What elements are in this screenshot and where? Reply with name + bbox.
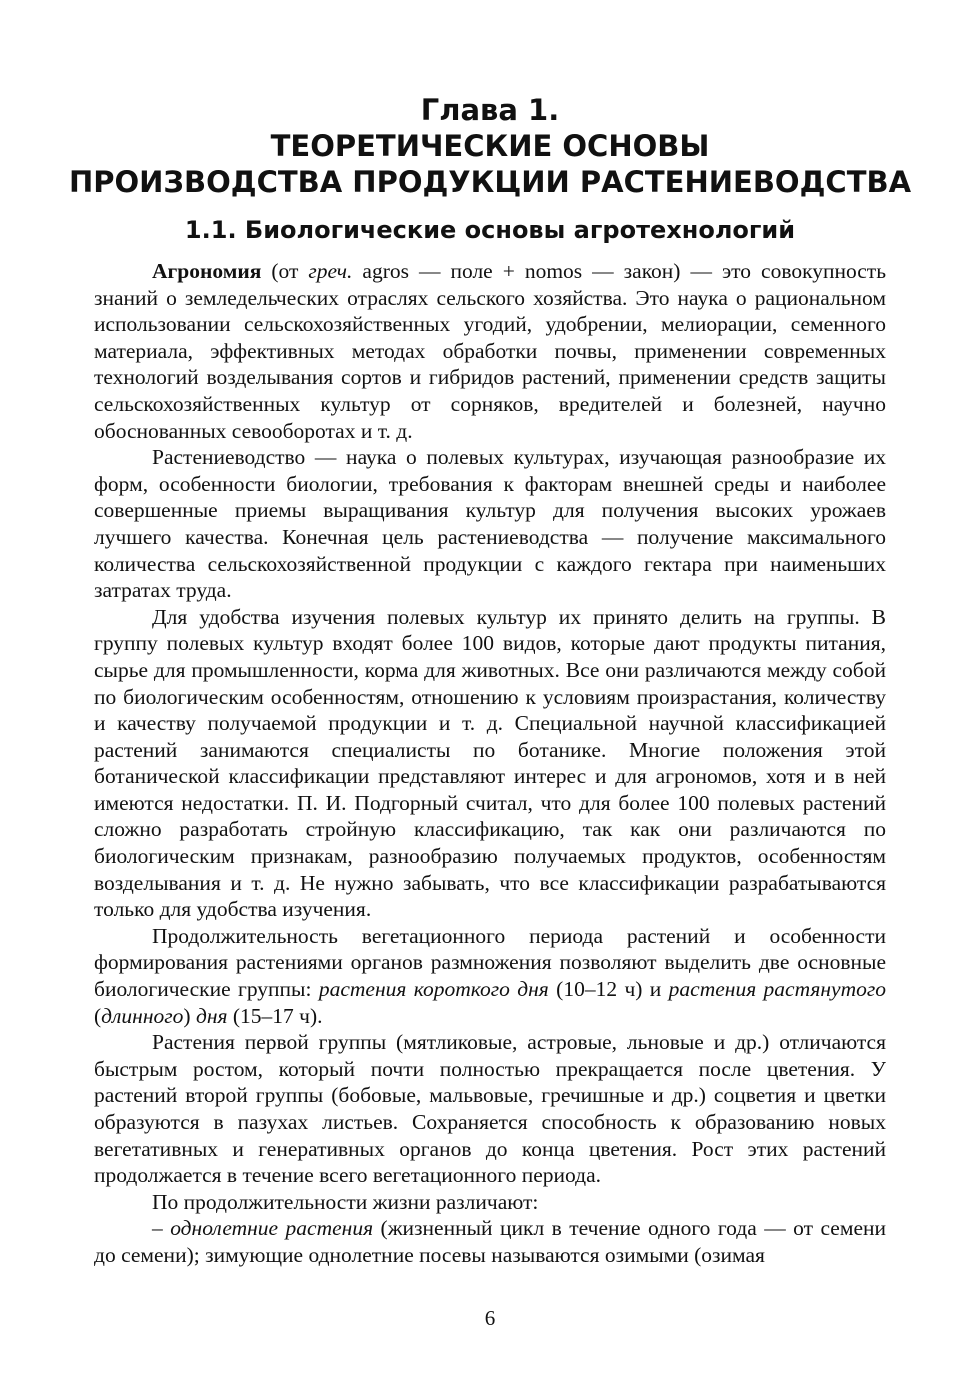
paragraph-plant-growing: Растениеводство — наука о полевых культурах, изучающая разнообразие их форм, особенности биологии, требования к факторам внешней среды и наиболее совершенные приемы выращивания культур для получения высоких урожаев лучшего качества. Конечная цель растениеводства — получение максимального количества сельскохозяйственной продукции с каждого гектара при наименьших затратах труда. [94,445,886,603]
italic-term: длинного [101,1003,184,1028]
section-heading: 1.1. Биологические основы агротехнологий [184,216,796,244]
paragraph-vegetation-period [94,923,886,1029]
body-text [94,258,886,1269]
paragraph-text: agros — поле + nomos — закон) — это совокупность знаний о земледельческих отраслях сельского хозяйства. Это наука о рациональном использовании сельскохозяйственных угодий, удобрении, мелиорации, семенного материала, эффективных методах обработки почвы, применении современных технологий возделывания сортов и гибридов растений, применении средств защиты сельскохозяйственных культур от сорняков, вредителей и болезней, научно обоснованных севооборотах и т. д. [94,259,886,443]
paragraph-text: ( [94,1003,102,1028]
paragraph-plant-groups: Растения первой группы (мятликовые, астровые, льновые и др.) отличаются быстрым ростом, который почти полностью прекращается после цветения. У растений второй группы (бобовые, мальвовые, гречишные и др.) соцветия и цветки образуются в пазухах листьев. Сохраняется способность к образованию новых вегетативных и генеративных органов до конца цветения. Рост этих растений продолжается в течение всего вегетационного периода. [94,1030,886,1188]
italic-term: – однолетние растения [152,1216,374,1241]
paragraph-text: (жизненный цикл в течение одного года — от семени до семени); зимующие однолетние посевы называются озимыми (озимая [94,1216,886,1267]
paragraph-text: ) [183,1003,196,1028]
page-number: 6 [484,1306,496,1330]
chapter-header [0,92,980,200]
greek-abbreviation: греч. [308,259,353,283]
paragraph-text: (15–17 ч). [227,1003,323,1028]
chapter-title-line-2: ПРОИЗВОДСТВА ПРОДУКЦИИ РАСТЕНИЕВОДСТВА [68,165,912,199]
paragraph-agronomy [94,258,886,444]
chapter-title-line-1: ТЕОРЕТИЧЕСКИЕ ОСНОВЫ [270,129,710,163]
paragraph-text: (10–12 ч) и [548,977,669,1002]
italic-term: растения растянутого [668,977,887,1002]
paragraph-text: (от [261,259,309,283]
paragraph-text: Продолжительность вегетационного периода растений и особенности формирования растениями органов размножения позволяют выделить две основные биологические группы: [94,923,886,1002]
paragraph-annual-plants [94,1215,886,1268]
italic-term: дня [195,1003,228,1028]
chapter-label: Глава 1. [420,93,560,127]
paragraph-classification: Для удобства изучения полевых культур их принято делить на группы. В группу полевых культур входят более 100 видов, которые дают продукты питания, сырье для промышленности, корма для животных. Все они различаются между собой по биологическим особенностям, отношению к условиям произрастания, количеству и качеству получаемой продукции и т. д. Специальной научной классификацией растений занимаются специалисты по ботанике. Многие положения этой ботанической классификации представляют интерес и для агрономов, хотя и в ней имеются недостатки. П. И. Подгорный считал, что для более 100 полевых растений сложно разработать стройную классификацию, так как они различаются по биологическим признакам, разнообразию получаемых продуктов, особенностям возделывания и т. д. Не нужно забывать, что все классификации разрабатываются только для удобства изучения. [94,604,886,922]
italic-term: растения короткого дня [318,977,549,1002]
paragraph-lifespan-intro: По продолжительности жизни различают: [152,1189,539,1214]
term-agronomy: Агрономия [152,259,262,283]
